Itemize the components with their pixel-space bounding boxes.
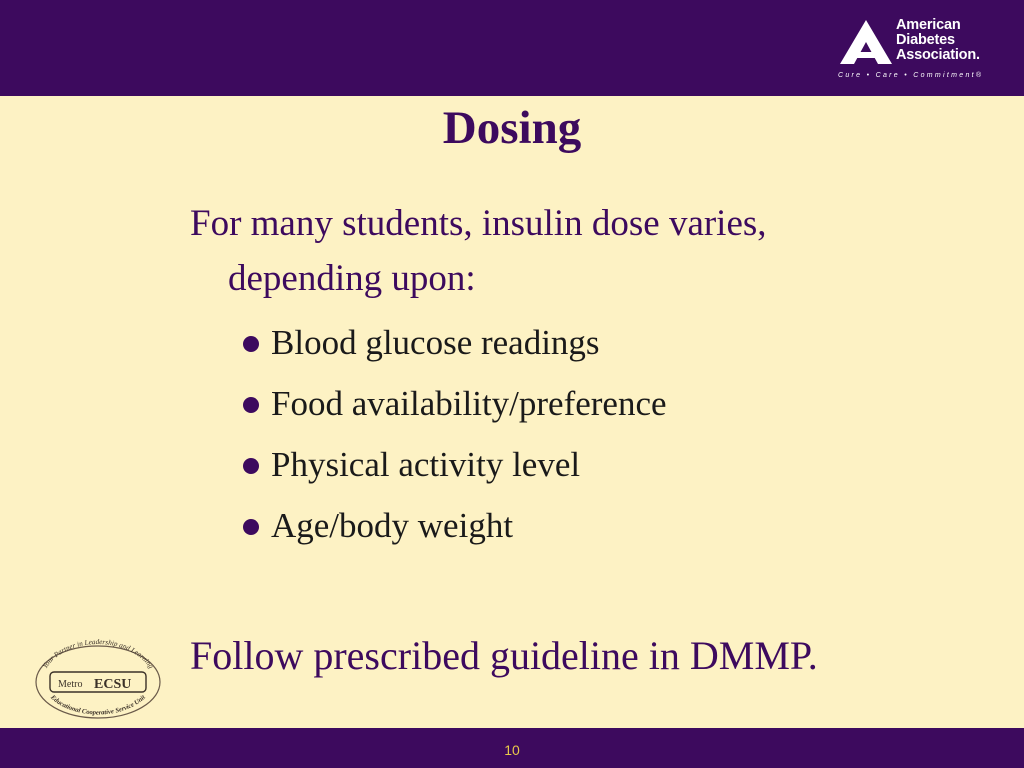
bullet-dot-icon: [243, 397, 259, 413]
bullet-text: Blood glucose readings: [271, 322, 600, 362]
ecsu-top-arc-path: Your Partner in Leadership and Learning: [41, 637, 155, 670]
ecsu-bottom-arc-text: [48, 693, 147, 716]
bullet-text: Physical activity level: [271, 444, 581, 484]
ada-name-line: Association.: [896, 47, 980, 63]
ada-tagline: Cure • Care • Commitment®: [838, 72, 984, 79]
ada-name-line: American: [896, 17, 961, 33]
lead-paragraph: [190, 196, 950, 306]
list-item: [243, 312, 667, 373]
bullet-text: Age/body weight: [271, 505, 514, 545]
slide-title: Dosing: [442, 102, 582, 154]
bullet-list: [243, 312, 667, 556]
ecsu-center-big: ECSU: [94, 677, 132, 692]
ecsu-bottom-arc-path: Educational Cooperative Service Unit: [49, 693, 147, 717]
list-item: [243, 434, 667, 495]
list-item: [243, 373, 667, 434]
list-item: [243, 495, 667, 556]
ada-name-line: Diabetes: [896, 32, 955, 48]
lead-line-1: For many students, insulin dose varies,: [190, 203, 767, 244]
closing-statement: Follow prescribed guideline in DMMP.: [190, 633, 818, 678]
bullet-text: Food availability/preference: [271, 383, 667, 423]
bullet-dot-icon: [243, 336, 259, 352]
lead-line-2: depending upon:: [228, 258, 476, 299]
ecsu-center-small: Metro: [58, 679, 83, 690]
ecsu-top-arc-text: [41, 638, 155, 670]
bullet-dot-icon: [243, 519, 259, 535]
ada-logo: [838, 14, 1008, 86]
ada-triangle-icon: [838, 18, 894, 66]
page-number: 10: [504, 742, 520, 758]
bullet-dot-icon: [243, 458, 259, 474]
metro-ecsu-logo: [28, 632, 168, 722]
ada-name: [896, 18, 980, 63]
